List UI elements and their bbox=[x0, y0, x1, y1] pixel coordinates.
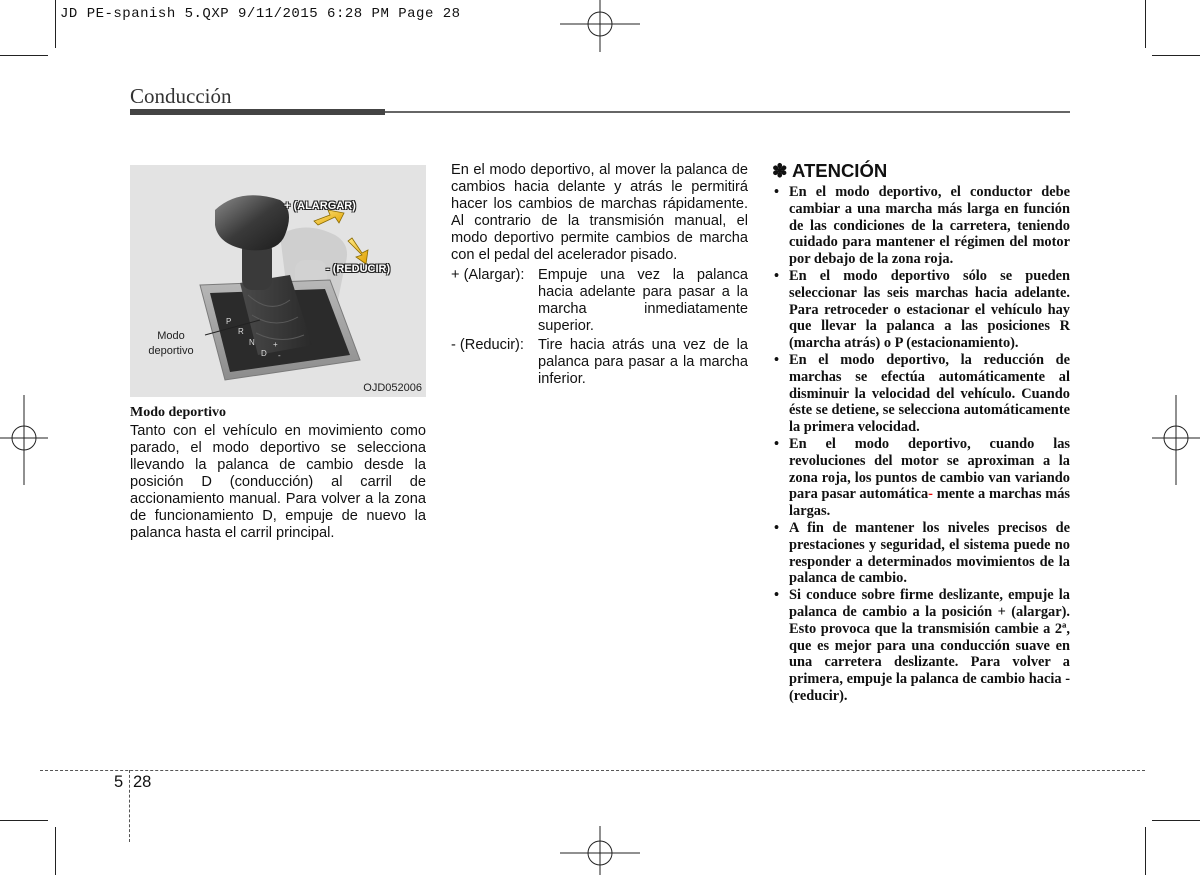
attention-heading: ✽ ATENCIÓN bbox=[772, 160, 888, 181]
print-slug: JD PE-spanish 5.QXP 9/11/2015 6:28 PM Page 28 bbox=[60, 6, 461, 22]
crop-mark bbox=[1152, 820, 1200, 821]
list-item: • Si conduce sobre firme deslizante, empuje la palanca de cambio a la posición + (alargar). Esto provoca que la transmisión cambie a 2ª, que es mejor para una conducción suave en una carretera deslizante. Para volver a primera, empuje la palanca de cambio hacia - (reducir). bbox=[772, 587, 1070, 705]
subsection-heading: Modo deportivo bbox=[130, 405, 227, 420]
page-number: 28 bbox=[133, 773, 152, 791]
definition-alargar bbox=[451, 267, 748, 335]
chapter-number: 5 bbox=[114, 773, 124, 791]
list-item: • En el modo deportivo, la reducción de marchas se efectúa automáticamente al disminuir la velocidad del vehículo. Cuando éste se detiene, se selecciona automáticamente la primera velocidad. bbox=[772, 352, 1070, 436]
footer-rule bbox=[40, 770, 1145, 771]
hyphen-mark: - bbox=[928, 486, 933, 503]
registration-mark-icon bbox=[0, 395, 48, 485]
label-minus-reducir: - (REDUCIR) bbox=[326, 263, 391, 275]
definition-reducir bbox=[451, 337, 748, 388]
attention-list bbox=[772, 184, 1070, 705]
gate-letter-p: P bbox=[226, 317, 232, 326]
list-item-text: En el modo deportivo, cuando las revoluciones del motor se aproximan a la zona roja, los puntos de cambio van variando para pasar automática bbox=[789, 435, 1070, 503]
gate-letter-plus: + bbox=[273, 340, 278, 349]
gate-letter-d: D bbox=[261, 349, 267, 358]
column-2 bbox=[451, 162, 748, 390]
crop-mark bbox=[0, 820, 48, 821]
crop-mark bbox=[55, 827, 56, 875]
list-item: • En el modo deportivo, el conductor debe cambiar a una marcha más larga en función de las condiciones de la carretera, teniendo cuidado para mantener el régimen del motor por debajo de la zona roja. bbox=[772, 184, 1070, 268]
title-rule-accent bbox=[130, 109, 385, 115]
list-item: • A fin de mantener los niveles precisos de prestaciones y seguridad, el sistema puede no responder a determinados movimientos de la palanca de cambio. bbox=[772, 520, 1070, 587]
crop-mark bbox=[55, 0, 56, 48]
crop-mark bbox=[1145, 827, 1146, 875]
crop-mark bbox=[1152, 55, 1200, 56]
section-title: Conducción bbox=[130, 84, 232, 108]
gate-letter-n: N bbox=[249, 338, 255, 347]
label-modo-deportivo: Modo deportivo bbox=[148, 330, 194, 357]
attention-box bbox=[772, 160, 1070, 705]
column-1-body: Tanto con el vehículo en movimiento como parado, el modo deportivo se selecciona llevando la palanca de cambio desde la posición D (conducción) al carril de accionamiento manual. Para volver a la zona de funcionamiento D, empuje de nuevo la palanca hasta el carril principal. bbox=[130, 423, 426, 541]
column-1 bbox=[130, 404, 426, 542]
registration-mark-icon bbox=[1152, 395, 1200, 485]
figure-code: OJD052006 bbox=[363, 382, 422, 394]
definition-term: + (Alargar): bbox=[451, 267, 525, 283]
registration-mark-icon bbox=[560, 0, 640, 52]
crop-mark bbox=[1145, 0, 1146, 48]
gear-shifter-illustration bbox=[130, 165, 426, 397]
list-item bbox=[772, 436, 1070, 520]
gate-letter-minus: - bbox=[278, 351, 281, 360]
registration-mark-icon bbox=[560, 826, 640, 875]
gate-letter-r: R bbox=[238, 327, 244, 336]
definition-term: - (Reducir): bbox=[451, 337, 524, 353]
crop-mark bbox=[0, 55, 48, 56]
footer-divider bbox=[129, 770, 130, 842]
definition-desc: Empuje una vez la palanca hacia adelante para pasar a la marcha inmediatamente superior. bbox=[538, 267, 748, 334]
definition-desc: Tire hacia atrás una vez de la palanca para pasar a la marcha inferior. bbox=[538, 337, 748, 387]
list-item: • En el modo deportivo sólo se pueden seleccionar las seis marchas hacia adelante. Para retroceder o estacionar el vehículo hay que llevar la palanca a las posiciones R (marcha atrás) o P (estacionamiento). bbox=[772, 268, 1070, 352]
gear-shifter-figure bbox=[130, 165, 426, 397]
sport-mode-paragraph: En el modo deportivo, al mover la palanca de cambios hacia delante y atrás le permitirá hacer los cambios de marchas rápidamente. Al contrario de la transmisión manual, el modo deportivo permite cambios de marcha con el pedal del acelerador pisado. bbox=[451, 162, 748, 263]
label-plus-alargar: + (ALARGAR) bbox=[284, 200, 356, 212]
list-item-text-tail: mente a marchas más largas. bbox=[789, 486, 1071, 520]
